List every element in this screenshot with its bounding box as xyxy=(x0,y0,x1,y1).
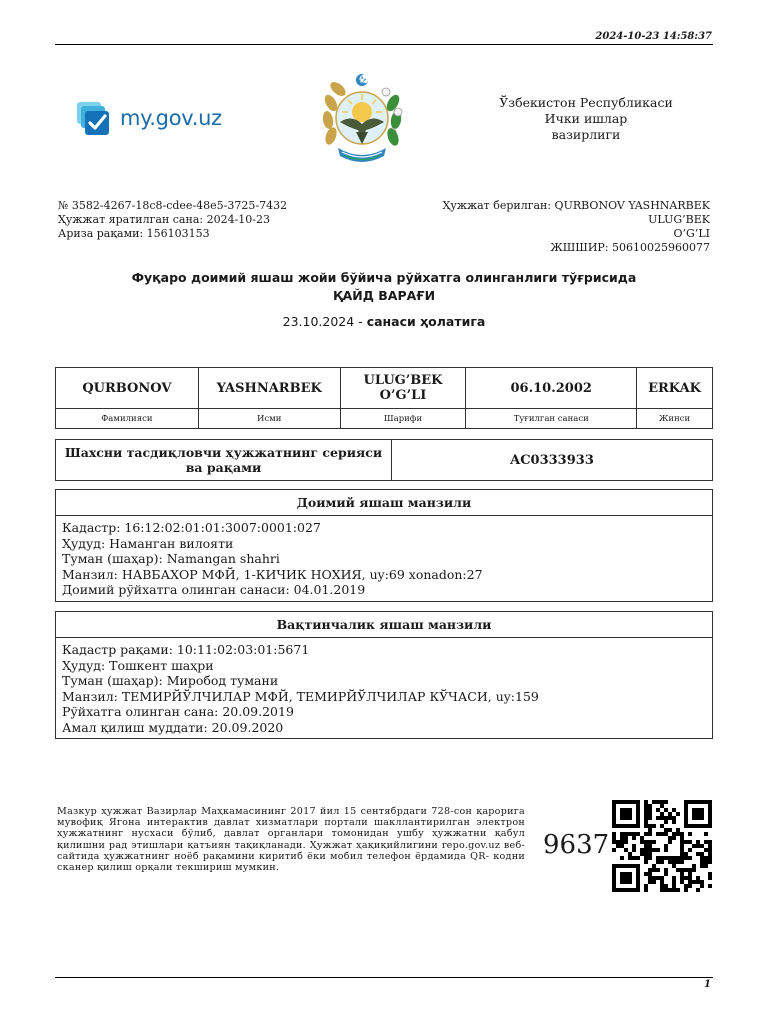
first-name-value: YASHNARBEK xyxy=(198,368,340,409)
personal-values-row xyxy=(56,368,713,409)
ministry-name xyxy=(488,95,684,143)
legal-notice: Мазкур ҳужжат Вазирлар Маҳкамасининг 2017 йил 15 сентябрдаги 728-сон қарорига мувофиқ Ягона интерактив давлат хизматлари портали шакллантирилган электрон ҳужжатнинг нусхаси бўлиб, давлат органлари томонидан ушбу ҳужжатни қабул қилишни рад этишлари қатъиян тақиқланади. Ҳужжат ҳақиқийлигини repo.gov.uz веб-сайтида ҳужжатнинг ноёб рақамини киритиб ёки мобил телефон ёрдамида QR- кодни сканер қилиш орқали текшириш мумкин. xyxy=(57,806,525,874)
document-metadata xyxy=(58,199,287,241)
as-of-date: 23.10.2024 xyxy=(282,314,355,329)
issued-to-line-2: O’G’LI xyxy=(673,227,710,240)
recipient-metadata xyxy=(380,199,710,255)
as-of-date-line xyxy=(60,314,708,329)
title-line-2: ҚАЙД ВАРАҒИ xyxy=(332,288,436,303)
personal-captions-row xyxy=(56,409,713,429)
patronymic-value: ULUG’BEK O’G’LI xyxy=(340,368,466,409)
permanent-address-title: Доимий яшаш манзили xyxy=(56,490,712,516)
permanent-address-body xyxy=(56,516,712,601)
title-line-1: Фуқаро доимий яшаш жойи бўйича рўйхатга олинганлиги тўғрисида xyxy=(131,270,637,285)
birth-date-caption: Туғилган санаси xyxy=(466,409,637,429)
checkbox-logo-icon xyxy=(76,100,116,140)
permanent-registration-date: Доимий рўйхатга олинган санаси: 04.01.2019 xyxy=(62,582,366,597)
temporary-registration-date: Рўйхатга олинган сана: 20.09.2019 xyxy=(62,704,294,719)
page-number: 1 xyxy=(704,979,711,990)
document-created-date: Ҳужжат яратилган сана: 2024-10-23 xyxy=(58,213,271,226)
identity-document-label: Шахсни тасдиқловчи ҳужжатнинг серияси ва рақами xyxy=(56,440,392,480)
application-number: Ариза рақами: 156103153 xyxy=(58,227,210,240)
permanent-region: Ҳудуд: Наманган вилояти xyxy=(62,535,234,551)
temporary-address-box xyxy=(55,611,713,739)
document-number: № 3582-4267-18c8-cdee-48e5-3725-7432 xyxy=(58,199,288,212)
logo-wordmark: my.gov.uz xyxy=(120,106,222,130)
surname-value: QURBONOV xyxy=(56,368,199,409)
identity-document-value: AC0333933 xyxy=(510,452,594,468)
as-of-suffix: санаси ҳолатига xyxy=(366,314,486,329)
ministry-line-1: Ўзбекистон Республикаси xyxy=(499,95,673,110)
first-name-caption: Исми xyxy=(198,409,340,429)
pinfl: ЖШШИР: 50610025960077 xyxy=(550,241,710,254)
surname-caption: Фамилияси xyxy=(56,409,199,429)
temporary-district: Туман (шаҳар): Миробод тумани xyxy=(62,673,279,688)
temporary-region: Ҳудуд: Тошкент шаҳри xyxy=(62,657,214,673)
ministry-line-2: Ички ишлар xyxy=(544,111,628,126)
print-timestamp: 2024-10-23 14:58:37 xyxy=(595,31,712,42)
permanent-address-line: Манзил: НАВБАХОР МФЙ, 1-КИЧИК НОХИЯ, uy:69 xonadon:27 xyxy=(62,566,483,582)
mygov-logo xyxy=(76,100,236,140)
bottom-divider xyxy=(55,977,713,978)
temporary-cadastre: Кадастр рақами: 10:11:02:03:01:5671 xyxy=(62,642,310,657)
permanent-cadastre: Кадастр: 16:12:02:01:01:3007:0001:027 xyxy=(62,520,321,535)
temporary-validity-date: Амал қилиш муддати: 20.09.2020 xyxy=(62,719,284,735)
top-divider xyxy=(55,44,713,45)
personal-data-table xyxy=(55,367,713,429)
as-of-separator: - xyxy=(354,314,367,329)
verification-code: 9637 xyxy=(543,830,610,860)
document-title xyxy=(60,269,708,305)
ministry-line-3: вазирлиги xyxy=(551,127,621,142)
temporary-address-body xyxy=(56,638,712,738)
temporary-address-line: Манзил: ТЕМИРЙЎЛЧИЛАР МФЙ, ТЕМИРЙЎЛЧИЛАР КЎЧАСИ, uy:159 xyxy=(62,688,539,704)
permanent-district: Туман (шаҳар): Namangan shahri xyxy=(62,551,280,566)
patronymic-caption: Шарифи xyxy=(340,409,466,429)
state-emblem-icon xyxy=(312,70,412,166)
qr-code-icon xyxy=(612,800,712,892)
permanent-address-box xyxy=(55,489,713,602)
identity-document-box xyxy=(55,439,713,481)
gender-value: ERKAK xyxy=(637,368,713,409)
issued-to-line-1: Ҳужжат берилган: QURBONOV YASHNARBEK ULUG’BEK xyxy=(442,199,710,226)
temporary-address-title: Вақтинчалик яшаш манзили xyxy=(56,612,712,638)
gender-caption: Жинси xyxy=(637,409,713,429)
birth-date-value: 06.10.2002 xyxy=(466,368,637,409)
